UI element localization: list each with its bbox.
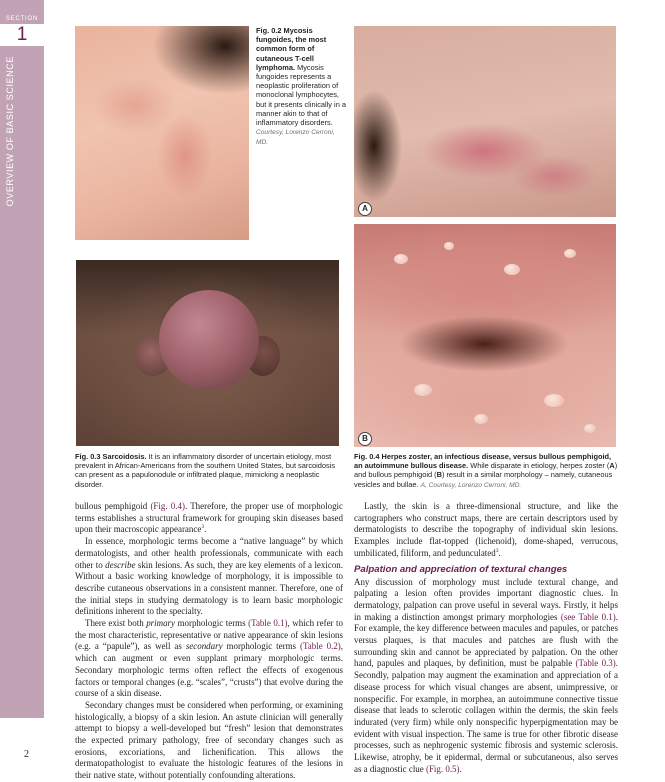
- emphasis: primary: [146, 618, 176, 629]
- figure-reference-link[interactable]: (Fig. 0.5): [425, 763, 460, 774]
- page-number: 2: [24, 749, 29, 760]
- text: . For example, the key difference between macules and papules, or patches versus plaques, is that macules and patches are flush with the surrounding skin and cannot be appreciated by palpation. On the other hand, papules and plaques, by definition, must be palpable: [354, 611, 618, 669]
- sarcoidosis-nose-photo: [76, 260, 339, 446]
- text: skin lesions. As such, they are key elements of a lexicon. Without a basic working knowledge of morphology, it is impossible to describe cutaneous observations in a consistent manner. Therefore, one of the initial steps in studying dermatology is to learn basic morphologic definitions inherent to the specialty.: [75, 559, 343, 617]
- text: . Secondly, palpation may augment the examination and appreciation of a disease process for which visual changes are absent, unimpressive, or nonspecific. For example, in morphea, an autoimmune connective tissue disease that leads to sclerotic collagen within the dermis, the skin feels indurated (very firm) while only nonspecific hyperpigmentation may be evident with visual inspection. The same is true for other fibrotic disease processes, such as nephrogenic systemic fibrosis and systemic sclerosis. Likewise, atrophy, be it epidermal, dermal or subcutaneous, also serves as a diagnostic clue: [354, 658, 618, 774]
- bulla-shape: [474, 414, 488, 424]
- bulla-shape: [584, 424, 596, 433]
- bulla-shape: [544, 394, 564, 407]
- section-sidebar: [0, 0, 44, 718]
- bulla-shape: [394, 254, 408, 264]
- fig03-caption-text: It is an inflammatory disorder of uncertain etiology, most prevalent in African-Americans from the southern United States, but sarcoidosis can present as a papulonodule or infiltrated plaque, mimicking a neoplastic disorder.: [75, 452, 336, 489]
- text: Any discussion of morphology must include textural change, and palpating a lesion often provides important diagnostic clues. In dermatology, palpation can prove useful in several ways. Firstly, it helps in making a distinction amongst primary morphologies: [354, 576, 618, 622]
- section-number: 1: [16, 24, 28, 45]
- paragraph: [75, 536, 343, 618]
- bullous-pemphigoid-photo: [354, 224, 616, 447]
- bulla-shape: [414, 384, 432, 396]
- bulla-shape: [504, 264, 520, 275]
- text: . Therefore, the proper use of morphologic terms establishes a structural framework for grouping skin diseases based upon their macroscopic appearance: [75, 501, 343, 535]
- fig02-courtesy: Courtesy, Lorenzo Cerroni, MD.: [256, 129, 335, 147]
- text: morphologic terms: [175, 618, 249, 629]
- fig04-caption-bold: Herpes zoster, an infectious disease, versus bullous pemphigoid, an autoimmune bullous disease.: [354, 452, 612, 471]
- fig04-caption-text-2: ) and bullous pemphigoid (: [354, 461, 618, 480]
- text: morphologic terms: [222, 641, 300, 652]
- emphasis: describe: [105, 559, 136, 570]
- paragraph: [75, 501, 343, 536]
- text: .: [459, 763, 462, 774]
- text: bullous pemphigoid: [75, 501, 151, 511]
- body-column-right: [354, 501, 618, 775]
- text: , which can augment or even supplant primary morphologic terms. Secondary morphologic terms often reflect the effects of exogenous factors or temporal changes (e.g. “scales”, “crusts”) that evolve during the course of a skin disease.: [75, 641, 344, 699]
- text: There exist both: [85, 618, 147, 629]
- table-reference-link[interactable]: (see Table 0.1): [560, 611, 616, 622]
- paragraph: [354, 577, 618, 776]
- body-column-left: [75, 501, 343, 782]
- citation-superscript[interactable]: 3: [201, 524, 205, 531]
- fig02-caption-text: Mycosis fungoides represents a neoplastic proliferation of monoclonal lymphocytes, but it presents clinically in a manner akin to that of inflammatory disorders.: [256, 62, 346, 128]
- section-word: SECTION: [5, 16, 39, 22]
- nose-nodule-shape: [159, 290, 259, 390]
- fig02-caption-bold: Mycosis fungoides, the most common form of cutaneous T-cell lymphoma.: [256, 26, 327, 72]
- bulla-shape: [564, 249, 576, 258]
- mycosis-fungoides-photo: [75, 26, 249, 240]
- table-reference-link[interactable]: (Table 0.2): [299, 641, 341, 652]
- panel-label-a: A: [358, 202, 372, 216]
- fig03-caption: [75, 452, 343, 489]
- text: .: [498, 547, 501, 558]
- fig04-caption-ref-a: A: [609, 461, 615, 471]
- fig04-caption-ref-b: B: [436, 470, 442, 480]
- emphasis: secondary: [185, 641, 223, 652]
- panel-label-b: B: [358, 432, 372, 446]
- section-heading: Palpation and appreciation of textural changes: [354, 563, 568, 575]
- citation-superscript[interactable]: 3: [495, 547, 499, 554]
- text: .: [204, 524, 207, 535]
- fig02-caption: [256, 26, 346, 148]
- fig04-caption-text-3: ) result in a similar morphology – namely, cutaneous vesicles and bullae.: [354, 470, 613, 489]
- fig04-courtesy: A, Courtesy, Lorenzo Cerroni, MD.: [420, 481, 522, 489]
- paragraph: Secondary changes must be considered when performing, or examining histologically, a biopsy of a skin lesion. An astute clinician will generally attempt to biopsy a well-developed but “fresh” lesion that demonstrates the expected primary pathology, free of secondary changes such as erosions, excoriations, and lichenification. This allows the dermatopathologist to evaluate the histologic features of the lesions in their native state, without potentially confounding alterations.: [75, 699, 343, 781]
- fig04-caption-label: Fig. 0.4: [354, 452, 380, 461]
- fig03-caption-bold: Sarcoidosis.: [102, 452, 147, 461]
- section-title-wrap: [5, 56, 17, 286]
- text: In essence, morphologic terms become a “native language” by which dermatologists, and other health professionals, communicate with each other to: [75, 536, 343, 570]
- fig04-caption-text-1: While disparate in etiology, herpes zoster (: [470, 461, 610, 471]
- text: , which refer to the most characteristic, representative or native appearance of skin lesions (e.g. a “papule”), as well as: [75, 618, 343, 652]
- figure-reference-link[interactable]: (Fig. 0.4): [150, 501, 185, 511]
- paragraph: [354, 501, 618, 560]
- bulla-shape: [444, 242, 454, 250]
- section-number-box: [0, 24, 44, 46]
- text: Lastly, the skin is a three-dimensional structure, and like the cartographers who construct maps, there are certain descriptors used by dermatologists to describe the topography of individual skin lesions. Examples include flat-topped (lichenoid), dome-shaped, verrucous, umbilicated, filiform, and pedunculated: [354, 501, 618, 558]
- paragraph: [75, 618, 343, 700]
- fig04-caption: [354, 452, 619, 490]
- herpes-zoster-photo: [354, 26, 616, 217]
- table-reference-link[interactable]: (Table 0.1): [248, 618, 288, 629]
- table-reference-link[interactable]: (Table 0.3): [575, 658, 616, 669]
- fig02-caption-label: Fig. 0.2: [256, 26, 282, 35]
- section-title: OVERVIEW OF BASIC SCIENCE: [5, 56, 15, 207]
- fig03-caption-label: Fig. 0.3: [75, 452, 101, 461]
